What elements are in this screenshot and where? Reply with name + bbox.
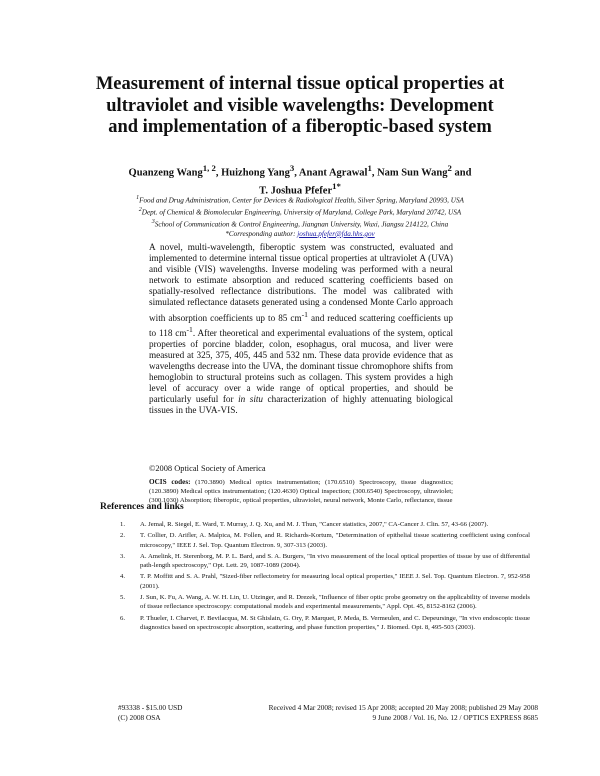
footer-line-1 [118,703,538,712]
ocis-label: OCIS codes: [149,478,191,486]
reference-item: 5. J. Sun, K. Fu, A. Wang, A. W. H. Lin, U. Utzinger, and R. Drezek, "Influence of fiber optic probe geometry on the applicability of inverse models of tissue reflectance spectroscopy: computational models and experimental measurements," Appl. Opt. 45, 8152-8162 (2006). [120,594,530,611]
author-list [120,162,480,197]
authors-line-1: Quanzeng Wang$^{1, 2}$, Huizhong Yang$^3$, Anant Agrawal$^1$, Nam Sun Wang$^2$ and [128,163,472,179]
footer-copyright: (C) 2008 OSA [118,713,161,722]
reference-item: 6. P. Thueler, I. Charvet, F. Bevilacqua, M. St Ghislain, G. Ory, P. Marquet, P. Meda, B. Vermeulen, and C. Depeursinge, "In vivo endoscopic tissue diagnostics based on spectroscopic absorption, scattering, and phase function properties," J. Biomed. Opt. 8, 495-503 (2003). [120,614,530,631]
affiliations [100,194,500,239]
ocis-text: (170.3890) Medical optics instrumentation; (170.6510) Spectroscopy, tissue diagnostics; (120.3890) Medical optics instrumentation; (120.4630) Optical inspection; (300.6540) Spectroscopy, ultraviolet; (300.1030) Absorption; fiberoptic, optical properties, ultraviolet, neural network, Monte Carlo, reflectance, tissue [149,479,453,504]
references-list [120,520,530,634]
footer-line-2 [118,713,538,722]
paper-title: Measurement of internal tissue optical properties at ultraviolet and visible wavelengths: Development and implementation of a fiberoptic-based system [95,74,505,137]
corresponding-label: *Corresponding author: [225,229,296,238]
affiliation-2: $^2$Dept. of Chemical & Biomolecular Engineering, University of Maryland, College Park, Maryland 20742, USA [138,206,462,217]
corresponding-email-link[interactable]: joshua.pfefer@fda.hhs.gov [297,229,375,238]
abstract: A novel, multi-wavelength, fiberoptic system was constructed, evaluated and implemented to determine internal tissue optical properties at ultraviolet A (UVA) and visible (VIS) wavelengths. Inverse modeling was performed with a neural network to estimate absorption and reduced scattering coefficients based on spatially-resolved reflectance distributions. The model was calibrated with simulated reflectance datasets generated using a condensed Monte Carlo approach with absorption coefficients up to 85 $cm^{-1}$ and reduced scattering coefficients up to 118 $cm^{-1}$. After theoretical and experimental evaluations of the system, optical properties of porcine bladder, colon, esophagus, oral mucosa, and liver were measured at 325, 375, 405, 445 and 532 nm. These data provide evidence that as wavelengths decrease into the UVA, the dominant tissue chromophore shifts from hemoglobin to structural proteins such as collagen. This system provides a high level of accuracy over a wide range of optical properties, and should be particularly useful for in situ characterization of highly attenuating biological tissues in the UVA-VIS. [149,242,454,416]
footer-dates: Received 4 Mar 2008; revised 15 Apr 2008; accepted 20 May 2008; published 29 May 2008 [268,703,538,712]
footer-price: #93338 - $15.00 USD [118,703,183,712]
authors-line-2: T. Joshua Pfefer$^{1*}$ [259,180,341,196]
affiliation-1: $^1$Food and Drug Administration, Center for Devices & Radiological Health, Silver Spring, Maryland 20993, USA [136,195,464,205]
reference-item: 4. T. P. Moffitt and S. A. Prahl, "Sized-fiber reflectometry for measuring local optical properties," IEEE J. Sel. Top. Quantum Electron. 7, 952-958 (2001). [120,573,530,590]
affiliation-3: $^3$School of Communication & Control Engineering, Jiangnan University, Wuxi, Jiangsu 214122, China [151,218,449,229]
footer-citation: 9 June 2008 / Vol. 16, No. 12 / OPTICS EXPRESS 8685 [372,713,538,722]
references-heading: References and links [100,502,184,512]
reference-item: 1. A. Jemal, R. Siegel, E. Ward, T. Murray, J. Q. Xu, and M. J. Thun, "Cancer statistics, 2007," CA-Cancer J. Clin. 57, 43-66 (2007). [120,521,489,528]
corresponding-author [100,230,500,240]
reference-item: 3. A. Amelink, H. Sterenborg, M. P. L. Bard, and S. A. Burgers, "In vivo measurement of the local optical properties of tissue by use of differential path-length spectroscopy," Opt. Lett. 29, 1087-1089 (2004). [120,552,530,570]
ocis-codes [149,478,453,506]
reference-item: 2. T. Collier, D. Arifler, A. Malpica, M. Follen, and R. Richards-Kortum, "Determination of epithelial tissue scattering coefficient using confocal microscopy," IEEE J. Sel. Top. Quantum Electron. 9, 307-313 (2003). [120,532,530,549]
copyright-line: ©2008 Optical Society of America [149,464,266,473]
